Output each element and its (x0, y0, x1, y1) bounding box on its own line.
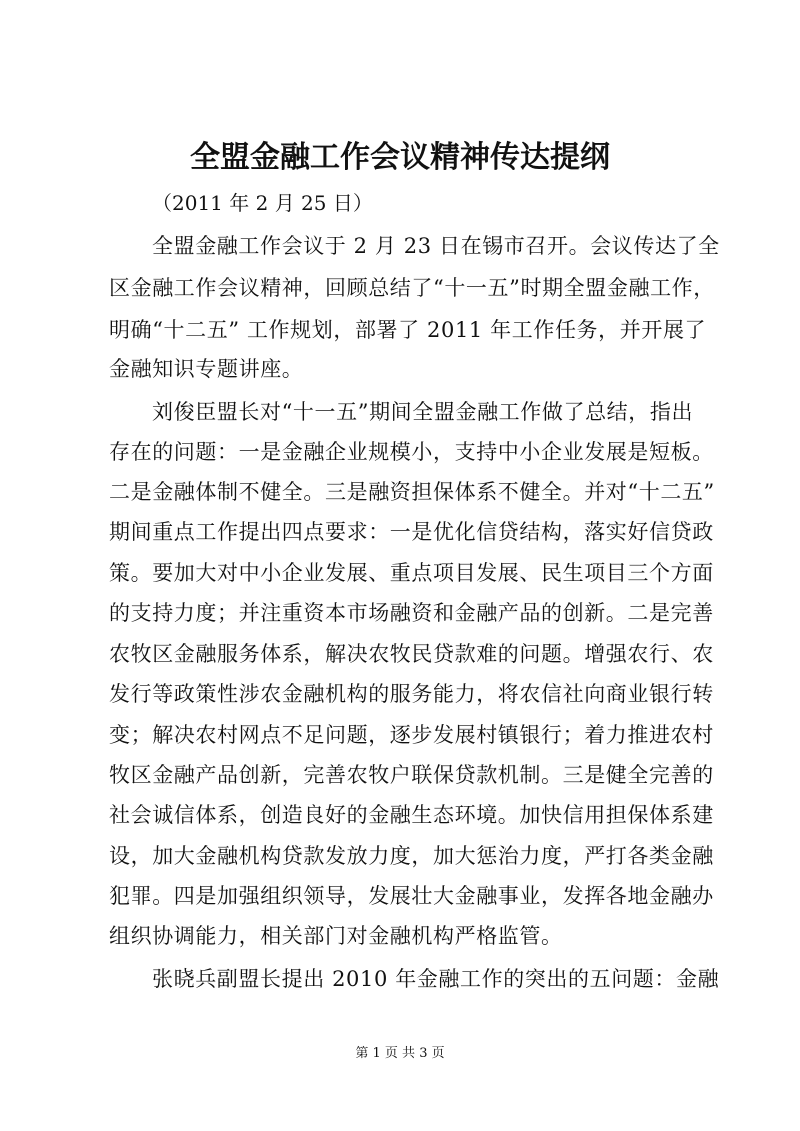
body-line: 发行等政策性涉农金融机构的服务能力，将农信社向商业银行转 (109, 682, 714, 706)
page-footer: 第 1 页 共 3 页 (355, 1046, 445, 1061)
body-line: 的支持力度；并注重资本市场融资和金融产品的创新。二是完善 (109, 601, 714, 625)
body-line: 犯罪。四是加强组织领导，发展壮大金融事业，发挥各地金融办 (109, 884, 714, 908)
document-title: 全盟金融工作会议精神传达提纲 (190, 140, 610, 175)
body-line: 农牧区金融服务体系，解决农牧民贷款难的问题。增强农行、农 (109, 642, 714, 666)
body-line: 区金融工作会议精神，回顾总结了“十一五”时期全盟金融工作， (109, 276, 715, 300)
body-line: 刘俊臣盟长对“十一五”期间全盟金融工作做了总结，指出 (152, 400, 694, 424)
body-line: 策。要加大对中小企业发展、重点项目发展、民生项目三个方面 (109, 561, 714, 585)
body-line: 明确“十二五” 工作规划，部署了 2011 年工作任务，并开展了 (109, 318, 707, 342)
body-line: 组织协调能力，相关部门对金融机构严格监管。 (109, 924, 563, 948)
document-date: （2011 年 2 月 25 日） (152, 191, 373, 215)
body-line: 存在的问题：一是金融企业规模小，支持中小企业发展是短板。 (109, 440, 714, 464)
body-line: 设，加大金融机构贷款发放力度，加大惩治力度，严打各类金融 (109, 844, 714, 868)
body-line: 变；解决农村网点不足问题，逐步发展村镇银行；着力推进农村 (109, 723, 714, 747)
body-line: 张晓兵副盟长提出 2010 年金融工作的突出的五问题：金融 (152, 967, 720, 991)
body-line: 金融知识专题讲座。 (109, 357, 304, 381)
body-line: 全盟金融工作会议于 2 月 23 日在锡市召开。会议传达了全 (152, 234, 720, 258)
body-line: 二是金融体制不健全。三是融资担保体系不健全。并对“十二五” (109, 480, 715, 504)
body-line: 社会诚信体系，创造良好的金融生态环境。加快信用担保体系建 (109, 803, 714, 827)
body-line: 牧区金融产品创新，完善农牧户联保贷款机制。三是健全完善的 (109, 763, 714, 787)
body-line: 期间重点工作提出四点要求：一是优化信贷结构，落实好信贷政 (109, 520, 714, 544)
